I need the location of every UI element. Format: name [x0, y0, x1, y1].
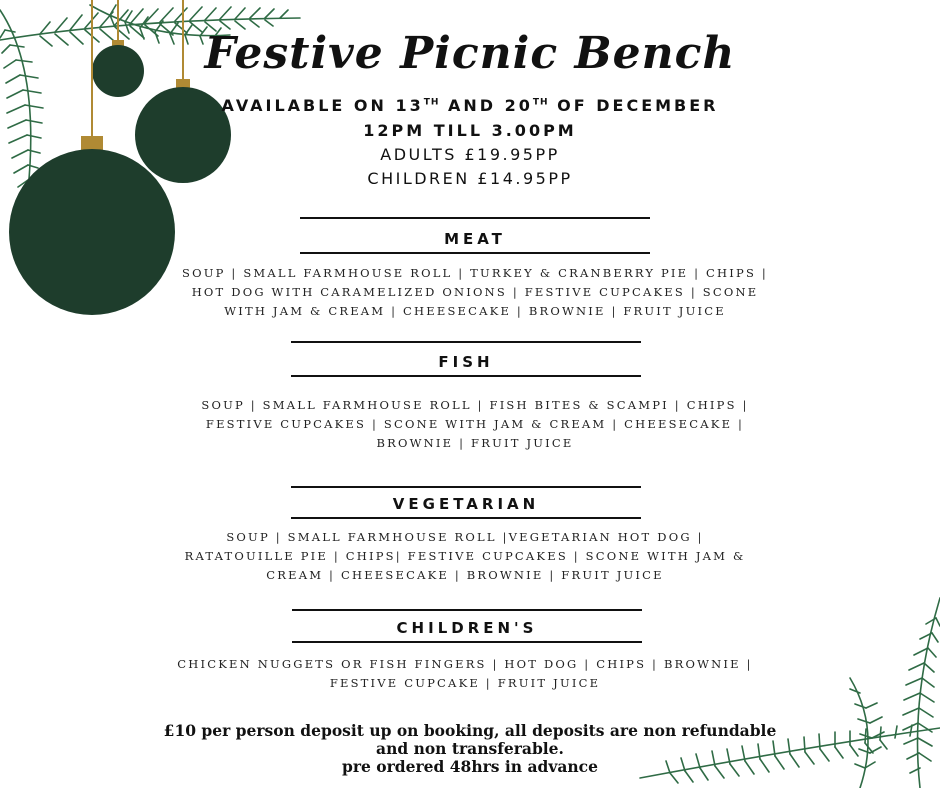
- fish-rule-bottom: [291, 375, 641, 377]
- childrens-item-line: FESTIVE CUPCAKE | FRUIT JUICE: [329, 676, 601, 690]
- meat-item-line: SOUP | SMALL FARMHOUSE ROLL | TURKEY & CRANBERRY PIE | CHIPS |: [182, 266, 768, 280]
- vegetarian-rule-bottom: [291, 517, 641, 519]
- availability-middle: AND 20: [439, 96, 533, 115]
- meat-rule-top: [300, 217, 650, 219]
- vegetarian-item-line: SOUP | SMALL FARMHOUSE ROLL |VEGETARIAN HOT DOG |: [226, 530, 704, 544]
- childrens-rule-top: [292, 609, 642, 611]
- section-title-fish: FISH: [438, 353, 494, 371]
- vegetarian-items: [110, 528, 820, 585]
- section-title-meat: MEAT: [444, 230, 506, 248]
- availability-suffix-2: TH: [532, 97, 549, 108]
- adults-price: ADULTS £19.95PP: [380, 145, 560, 164]
- page-title: Festive Picnic Bench: [204, 28, 736, 79]
- fish-rule-top: [291, 341, 641, 343]
- childrens-rule-bottom: [292, 641, 642, 643]
- deposit-line-2: and non transferable.: [376, 739, 564, 758]
- availability-tail: OF DECEMBER: [548, 96, 719, 115]
- deposit-line-1: £10 per person deposit up on booking, all deposits are non refundable: [163, 721, 777, 740]
- vegetarian-rule-top: [291, 486, 641, 488]
- children-price: CHILDREN £14.95PP: [367, 169, 573, 188]
- deposit-notice: [150, 722, 790, 776]
- section-title-vegetarian: VEGETARIAN: [392, 495, 540, 513]
- section-title-childrens: CHILDREN'S: [396, 619, 538, 637]
- deposit-line-3: pre ordered 48hrs in advance: [342, 757, 598, 776]
- vegetarian-item-line: RATATOUILLE PIE | CHIPS| FESTIVE CUPCAKES | SCONE WITH JAM &: [184, 549, 746, 563]
- childrens-item-line: CHICKEN NUGGETS OR FISH FINGERS | HOT DOG | CHIPS | BROWNIE |: [177, 657, 753, 671]
- meat-item-line: HOT DOG WITH CARAMELIZED ONIONS | FESTIVE CUPCAKES | SCONE: [191, 285, 759, 299]
- availability-suffix-1: TH: [423, 97, 440, 108]
- fish-item-line: FESTIVE CUPCAKES | SCONE WITH JAM & CREAM | CHEESECAKE |: [205, 417, 745, 431]
- meat-item-line: WITH JAM & CREAM | CHEESECAKE | BROWNIE | FRUIT JUICE: [224, 304, 726, 318]
- availability-line: [0, 96, 940, 115]
- fish-item-line: BROWNIE | FRUIT JUICE: [376, 436, 574, 450]
- childrens-items: [110, 655, 820, 693]
- vegetarian-item-line: CREAM | CHEESECAKE | BROWNIE | FRUIT JUICE: [266, 568, 664, 582]
- fish-item-line: SOUP | SMALL FARMHOUSE ROLL | FISH BITES & SCAMPI | CHIPS |: [201, 398, 749, 412]
- meat-rule-bottom: [300, 252, 650, 254]
- fish-items: [120, 396, 830, 453]
- availability-prefix: AVAILABLE ON 13: [221, 96, 424, 115]
- meat-items: [120, 264, 830, 321]
- time-line: 12PM TILL 3.00PM: [363, 121, 577, 140]
